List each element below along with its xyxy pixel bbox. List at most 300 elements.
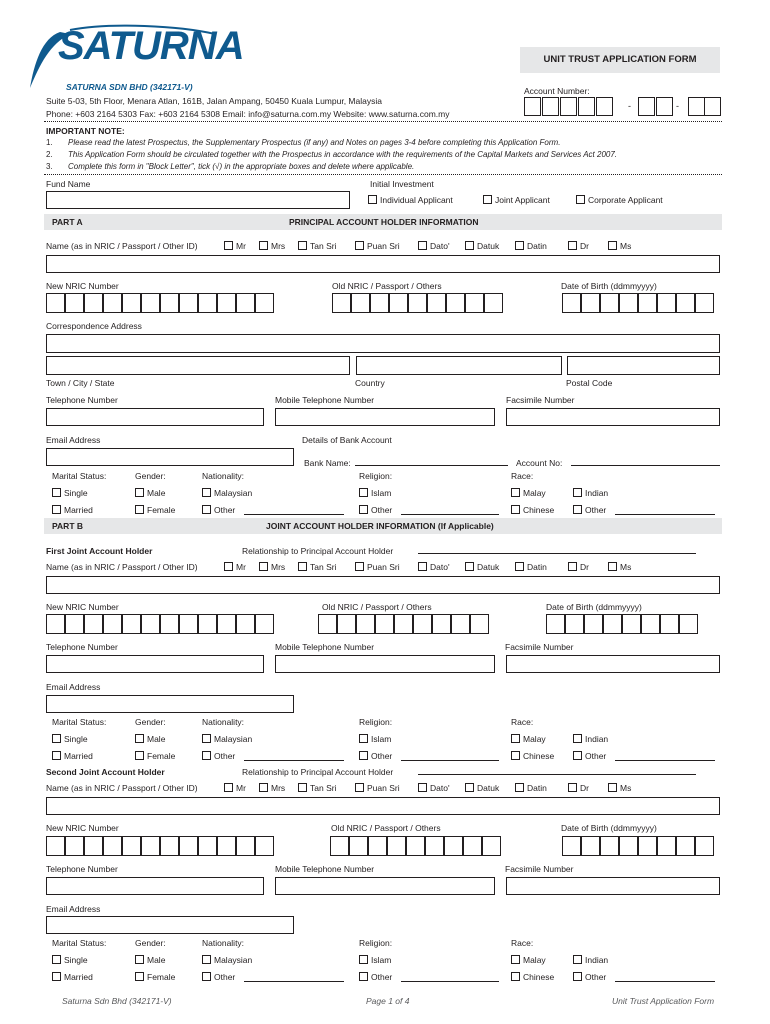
checkbox[interactable] [608, 241, 617, 250]
old-nric-box[interactable] [375, 614, 394, 634]
other-specify-line[interactable] [244, 981, 344, 982]
old-nric-box[interactable] [330, 836, 349, 856]
title-option[interactable] [224, 783, 246, 793]
checkbox[interactable] [52, 972, 61, 981]
checkbox[interactable] [202, 734, 211, 743]
dob-box[interactable] [565, 614, 584, 634]
old-nric-box[interactable] [408, 293, 427, 313]
chinese-option[interactable] [511, 505, 554, 515]
checkbox[interactable] [576, 195, 585, 204]
email-field[interactable] [46, 448, 294, 466]
address-line-1[interactable] [46, 334, 720, 353]
mobile-field[interactable] [275, 655, 495, 673]
old-nric-box[interactable] [484, 293, 503, 313]
mobile-field[interactable] [275, 877, 495, 895]
new-nric-box[interactable] [103, 614, 122, 634]
old-nric-box[interactable] [427, 293, 446, 313]
title-option[interactable] [515, 241, 547, 251]
dob-box[interactable] [546, 614, 565, 634]
checkbox[interactable] [359, 955, 368, 964]
new-nric-box[interactable] [122, 836, 141, 856]
single-option[interactable] [52, 955, 88, 965]
race-other-option[interactable] [573, 972, 606, 982]
indian-option[interactable] [573, 734, 608, 744]
malaysian-option[interactable] [202, 734, 252, 744]
title-label: Tan Sri [310, 783, 337, 793]
new-nric-box[interactable] [84, 293, 103, 313]
checkbox[interactable] [355, 562, 364, 571]
fax-field[interactable] [506, 877, 720, 895]
old-nric-box[interactable] [332, 293, 351, 313]
title-label: Datin [527, 783, 547, 793]
old-nric-box[interactable] [337, 614, 356, 634]
new-nric-box[interactable] [217, 614, 236, 634]
old-nric-box[interactable] [444, 836, 463, 856]
chinese-option[interactable] [511, 972, 554, 982]
nationality-other-option[interactable] [202, 972, 235, 982]
title-option[interactable] [515, 562, 547, 572]
initial-investment-label: Initial Investment [370, 179, 434, 189]
old-nric-box[interactable] [446, 293, 465, 313]
dob-box[interactable] [641, 614, 660, 634]
account-number-box[interactable] [596, 97, 613, 116]
new-nric-box[interactable] [255, 614, 274, 634]
title-option[interactable] [259, 562, 285, 572]
old-nric-box[interactable] [425, 836, 444, 856]
religion-other-option[interactable] [359, 505, 392, 515]
malay-option[interactable] [511, 955, 546, 965]
checkbox[interactable] [359, 751, 368, 760]
email-field[interactable] [46, 695, 294, 713]
checkbox[interactable] [483, 195, 492, 204]
checkbox[interactable] [573, 488, 582, 497]
option-label: Malaysian [214, 734, 253, 744]
other-specify-line[interactable] [615, 514, 715, 515]
dob-box[interactable] [657, 293, 676, 313]
old-nric-box[interactable] [318, 614, 337, 634]
form-title: UNIT TRUST APPLICATION FORM [520, 47, 720, 73]
islam-option[interactable] [359, 488, 391, 498]
footer-form-name: Unit Trust Application Form [612, 996, 715, 1006]
dob-box[interactable] [695, 293, 714, 313]
checkbox[interactable] [224, 783, 233, 792]
new-nric-box[interactable] [84, 836, 103, 856]
checkbox[interactable] [224, 241, 233, 250]
title-option[interactable] [465, 241, 499, 251]
new-nric-box[interactable] [217, 836, 236, 856]
new-nric-box[interactable] [122, 293, 141, 313]
option-label: Indian [585, 734, 609, 744]
name-field[interactable] [46, 576, 720, 594]
checkbox[interactable] [52, 734, 61, 743]
fund-name-field[interactable] [46, 191, 350, 209]
checkbox[interactable] [202, 972, 211, 981]
title-option[interactable] [298, 241, 336, 251]
old-nric-box[interactable] [451, 614, 470, 634]
name-field[interactable] [46, 797, 720, 815]
other-specify-line[interactable] [615, 760, 715, 761]
checkbox[interactable] [511, 488, 520, 497]
other-specify-line[interactable] [401, 760, 499, 761]
dob-box[interactable] [638, 293, 657, 313]
new-nric-box[interactable] [217, 293, 236, 313]
old-nric-label: Old NRIC / Passport / Others [331, 823, 441, 833]
checkbox[interactable] [568, 241, 577, 250]
bank-name-label: Bank Name: [304, 458, 351, 468]
checkbox[interactable] [259, 783, 268, 792]
account-number-box[interactable] [578, 97, 595, 116]
dob-box[interactable] [600, 836, 619, 856]
title-label: Mr [236, 562, 246, 572]
checkbox[interactable] [52, 505, 61, 514]
dob-box[interactable] [562, 836, 581, 856]
checkbox[interactable] [515, 562, 524, 571]
account-no-line[interactable] [571, 465, 720, 466]
dob-box[interactable] [581, 293, 600, 313]
checkbox[interactable] [52, 751, 61, 760]
checkbox[interactable] [465, 562, 474, 571]
checkbox[interactable] [573, 955, 582, 964]
checkbox[interactable] [202, 955, 211, 964]
dob-label: Date of Birth (ddmmyyyy) [546, 602, 642, 612]
dob-box[interactable] [600, 293, 619, 313]
checkbox[interactable] [359, 505, 368, 514]
male-option[interactable] [135, 488, 165, 498]
checkbox[interactable] [202, 488, 211, 497]
checkbox[interactable] [52, 488, 61, 497]
married-option[interactable] [52, 751, 93, 761]
new-nric-box[interactable] [141, 293, 160, 313]
checkbox[interactable] [573, 751, 582, 760]
new-nric-box[interactable] [179, 614, 198, 634]
title-option[interactable] [568, 562, 589, 572]
religion-other-option[interactable] [359, 972, 392, 982]
company-name: SATURNA SDN BHD (342171-V) [66, 82, 193, 92]
checkbox[interactable] [202, 505, 211, 514]
dob-box[interactable] [581, 836, 600, 856]
malaysian-option[interactable] [202, 955, 252, 965]
account-number-box[interactable] [688, 97, 705, 116]
title-label: Datin [527, 562, 547, 572]
company-address: Suite 5-03, 5th Floor, Menara Atlan, 161B, Jalan Ampang, 50450 Kuala Lumpur, Malaysia [46, 96, 382, 106]
title-label: Mrs [271, 241, 286, 251]
other-specify-line[interactable] [244, 514, 344, 515]
relationship-line[interactable] [418, 553, 696, 554]
title-label: Datuk [477, 783, 500, 793]
postal-code-field[interactable] [567, 356, 720, 375]
checkbox[interactable] [511, 955, 520, 964]
old-nric-box[interactable] [387, 836, 406, 856]
male-option[interactable] [135, 734, 165, 744]
name-label: Name (as in NRIC / Passport / Other ID) [46, 783, 198, 793]
title-option[interactable] [224, 562, 246, 572]
indian-option[interactable] [573, 955, 608, 965]
dob-box[interactable] [695, 836, 714, 856]
dob-box[interactable] [676, 293, 695, 313]
new-nric-box[interactable] [198, 293, 217, 313]
malay-option[interactable] [511, 734, 546, 744]
checkbox[interactable] [511, 734, 520, 743]
checkbox[interactable] [511, 751, 520, 760]
postal-code-label: Postal Code [566, 378, 613, 388]
other-specify-line[interactable] [401, 981, 499, 982]
checkbox[interactable] [202, 751, 211, 760]
title-option[interactable] [298, 562, 336, 572]
new-nric-box[interactable] [141, 836, 160, 856]
single-option[interactable] [52, 734, 88, 744]
single-option[interactable] [52, 488, 88, 498]
religion-other-option[interactable] [359, 751, 392, 761]
fax-field[interactable] [506, 408, 720, 426]
checkbox[interactable] [573, 505, 582, 514]
checkbox[interactable] [355, 241, 364, 250]
old-nric-box[interactable] [389, 293, 408, 313]
old-nric-box[interactable] [356, 614, 375, 634]
checkbox[interactable] [359, 734, 368, 743]
dob-box[interactable] [562, 293, 581, 313]
checkbox[interactable] [259, 562, 268, 571]
new-nric-box[interactable] [84, 614, 103, 634]
dob-box[interactable] [584, 614, 603, 634]
dob-box[interactable] [619, 293, 638, 313]
telephone-field[interactable] [46, 877, 264, 895]
new-nric-box[interactable] [65, 836, 84, 856]
title-option[interactable] [355, 783, 400, 793]
account-number-box[interactable] [542, 97, 559, 116]
married-option[interactable] [52, 505, 93, 515]
checkbox[interactable] [135, 955, 144, 964]
corporate-applicant-option[interactable]: Corporate Applicant [576, 195, 663, 205]
new-nric-box[interactable] [103, 836, 122, 856]
checkbox[interactable] [224, 562, 233, 571]
option-label: Female [147, 505, 176, 515]
title-option[interactable] [259, 241, 285, 251]
town-field[interactable] [46, 356, 350, 375]
checkbox[interactable] [355, 783, 364, 792]
checkbox[interactable] [515, 783, 524, 792]
dob-box[interactable] [622, 614, 641, 634]
new-nric-box[interactable] [65, 293, 84, 313]
new-nric-box[interactable] [46, 293, 65, 313]
title-option[interactable] [568, 783, 589, 793]
title-option[interactable] [298, 783, 336, 793]
fax-label: Facsimile Number [505, 864, 574, 874]
title-option[interactable] [418, 562, 450, 572]
title-option[interactable] [568, 241, 589, 251]
logo-text: SATURNA [58, 24, 244, 68]
email-field[interactable] [46, 916, 294, 934]
female-option[interactable] [135, 505, 175, 515]
checkbox[interactable] [135, 505, 144, 514]
checkbox[interactable] [135, 751, 144, 760]
checkbox[interactable] [418, 241, 427, 250]
checkbox[interactable] [465, 241, 474, 250]
title-option[interactable] [608, 783, 631, 793]
part-a-bar [44, 214, 722, 230]
old-nric-box[interactable] [351, 293, 370, 313]
title-label: Mr [236, 241, 246, 251]
option-label: Chinese [523, 505, 555, 515]
title-label: Puan Sri [367, 241, 400, 251]
first-joint-holder-label: First Joint Account Holder [46, 546, 153, 556]
new-nric-box[interactable] [141, 614, 160, 634]
new-nric-box[interactable] [65, 614, 84, 634]
option-label: Single [64, 488, 88, 498]
checkbox[interactable] [298, 783, 307, 792]
new-nric-box[interactable] [236, 836, 255, 856]
title-option[interactable] [418, 241, 450, 251]
title-option[interactable] [465, 783, 499, 793]
checkbox[interactable] [568, 562, 577, 571]
joint-applicant-option[interactable]: Joint Applicant [483, 195, 550, 205]
nationality-other-option[interactable] [202, 505, 235, 515]
title-option[interactable] [355, 562, 400, 572]
old-nric-box[interactable] [482, 836, 501, 856]
relationship-line[interactable] [418, 774, 696, 775]
dob-box[interactable] [619, 836, 638, 856]
fax-field[interactable] [506, 655, 720, 673]
new-nric-box[interactable] [236, 614, 255, 634]
mobile-field[interactable] [275, 408, 495, 426]
title-option[interactable] [515, 783, 547, 793]
checkbox[interactable] [515, 241, 524, 250]
title-option[interactable] [608, 241, 631, 251]
telephone-label: Telephone Number [46, 395, 118, 405]
other-specify-line[interactable] [244, 760, 344, 761]
checkbox[interactable] [418, 783, 427, 792]
title-label: Puan Sri [367, 783, 400, 793]
name-label: Name (as in NRIC / Passport / Other ID) [46, 562, 198, 572]
new-nric-box[interactable] [198, 614, 217, 634]
malay-option[interactable] [511, 488, 546, 498]
old-nric-box[interactable] [413, 614, 432, 634]
new-nric-box[interactable] [122, 614, 141, 634]
dob-box[interactable] [679, 614, 698, 634]
new-nric-box[interactable] [103, 293, 122, 313]
old-nric-box[interactable] [432, 614, 451, 634]
chinese-option[interactable] [511, 751, 554, 761]
checkbox[interactable] [368, 195, 377, 204]
account-number-box[interactable] [704, 97, 721, 116]
checkbox[interactable] [135, 972, 144, 981]
title-label: Ms [620, 783, 632, 793]
checkbox[interactable] [608, 783, 617, 792]
female-option[interactable] [135, 972, 175, 982]
checkbox[interactable] [52, 955, 61, 964]
new-nric-box[interactable] [255, 293, 274, 313]
title-option[interactable] [259, 783, 285, 793]
dob-box[interactable] [603, 614, 622, 634]
title-label: Puan Sri [367, 562, 400, 572]
dob-box[interactable] [660, 614, 679, 634]
checkbox[interactable] [608, 562, 617, 571]
nationality-label: Nationality: [202, 717, 245, 727]
title-option[interactable] [418, 783, 450, 793]
country-field[interactable] [356, 356, 562, 375]
female-option[interactable] [135, 751, 175, 761]
checkbox[interactable] [359, 488, 368, 497]
individual-applicant-option[interactable]: Individual Applicant [368, 195, 453, 205]
new-nric-box[interactable] [198, 836, 217, 856]
gender-label: Gender: [135, 471, 166, 481]
title-option[interactable] [608, 562, 631, 572]
old-nric-box[interactable] [470, 614, 489, 634]
race-other-option[interactable] [573, 751, 606, 761]
title-label: Dr [580, 562, 589, 572]
new-nric-box[interactable] [179, 293, 198, 313]
checkbox[interactable] [135, 488, 144, 497]
old-nric-box[interactable] [394, 614, 413, 634]
checkbox[interactable] [568, 783, 577, 792]
checkbox[interactable] [298, 562, 307, 571]
title-option[interactable] [224, 241, 246, 251]
gender-label: Gender: [135, 938, 166, 948]
title-option[interactable] [465, 562, 499, 572]
name-field[interactable] [46, 255, 720, 273]
dob-box[interactable] [657, 836, 676, 856]
checkbox[interactable] [418, 562, 427, 571]
old-nric-box[interactable] [463, 836, 482, 856]
checkbox[interactable] [135, 734, 144, 743]
old-nric-box[interactable] [370, 293, 389, 313]
telephone-field[interactable] [46, 408, 264, 426]
malaysian-option[interactable] [202, 488, 252, 498]
checkbox[interactable] [259, 241, 268, 250]
checkbox[interactable] [511, 972, 520, 981]
account-number-box[interactable] [638, 97, 655, 116]
dob-box[interactable] [638, 836, 657, 856]
checkbox[interactable] [465, 783, 474, 792]
telephone-field[interactable] [46, 655, 264, 673]
account-number-box[interactable] [560, 97, 577, 116]
dob-box[interactable] [676, 836, 695, 856]
checkbox[interactable] [511, 505, 520, 514]
old-nric-box[interactable] [368, 836, 387, 856]
male-option[interactable] [135, 955, 165, 965]
new-nric-box[interactable] [236, 293, 255, 313]
indian-option[interactable] [573, 488, 608, 498]
checkbox[interactable] [573, 972, 582, 981]
checkbox[interactable] [359, 972, 368, 981]
other-specify-line[interactable] [615, 981, 715, 982]
islam-option[interactable] [359, 955, 391, 965]
checkbox[interactable] [298, 241, 307, 250]
account-number-box[interactable] [656, 97, 673, 116]
checkbox[interactable] [573, 734, 582, 743]
account-number-box[interactable] [524, 97, 541, 116]
old-nric-box[interactable] [465, 293, 484, 313]
town-label: Town / City / State [46, 378, 115, 388]
new-nric-box[interactable] [160, 293, 179, 313]
new-nric-box[interactable] [255, 836, 274, 856]
new-nric-box[interactable] [160, 614, 179, 634]
islam-option[interactable] [359, 734, 391, 744]
old-nric-box[interactable] [349, 836, 368, 856]
other-specify-line[interactable] [401, 514, 499, 515]
race-other-option[interactable] [573, 505, 606, 515]
option-label: Male [147, 955, 166, 965]
option-label: Other [585, 751, 607, 761]
new-nric-box[interactable] [179, 836, 198, 856]
nationality-other-option[interactable] [202, 751, 235, 761]
married-option[interactable] [52, 972, 93, 982]
new-nric-box[interactable] [46, 614, 65, 634]
title-option[interactable] [355, 241, 400, 251]
new-nric-box[interactable] [46, 836, 65, 856]
old-nric-box[interactable] [406, 836, 425, 856]
new-nric-box[interactable] [160, 836, 179, 856]
bank-name-line[interactable] [355, 465, 508, 466]
